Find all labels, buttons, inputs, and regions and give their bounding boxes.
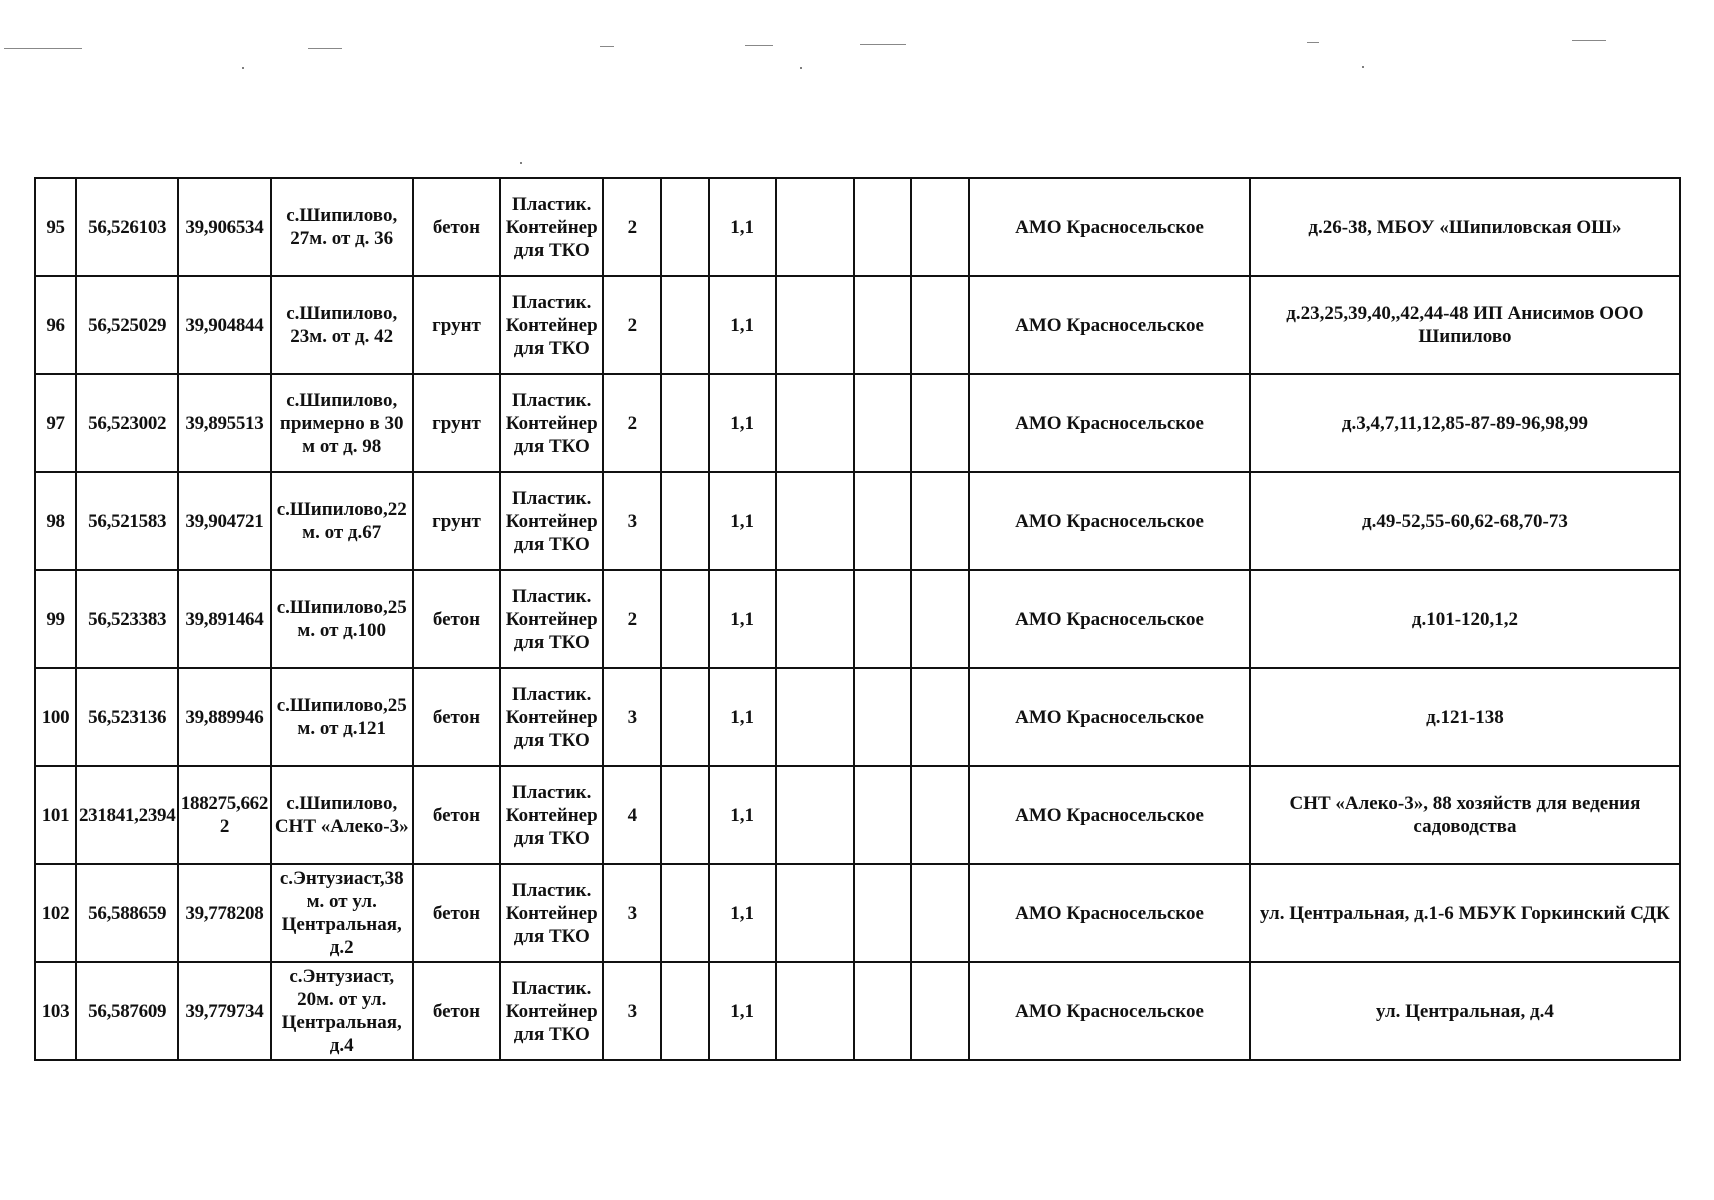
scan-dot bbox=[1362, 66, 1364, 68]
latitude-cell: 56,523136 bbox=[76, 668, 178, 766]
row-number-cell: 102 bbox=[35, 864, 76, 962]
surface-type-cell: бетон bbox=[413, 766, 500, 864]
surface-type-cell: бетон bbox=[413, 864, 500, 962]
container-count-cell: 2 bbox=[603, 570, 661, 668]
container-count-cell: 3 bbox=[603, 864, 661, 962]
empty-cell bbox=[661, 472, 708, 570]
location-cell: с.Шипилово, 23м. от д. 42 bbox=[271, 276, 413, 374]
container-count-cell: 4 bbox=[603, 766, 661, 864]
location-cell: с.Энтузиаст, 20м. от ул. Центральная, д.4 bbox=[271, 962, 413, 1060]
latitude-cell: 56,526103 bbox=[76, 178, 178, 276]
container-volume-cell: 1,1 bbox=[709, 766, 776, 864]
empty-cell bbox=[661, 276, 708, 374]
empty-cell bbox=[661, 766, 708, 864]
scan-mark bbox=[600, 46, 614, 47]
scan-dot bbox=[800, 67, 802, 69]
owner-cell: АМО Красносельское bbox=[969, 570, 1250, 668]
served-objects-cell: д.23,25,39,40,,42,44-48 ИП Анисимов ООО Шипилово bbox=[1250, 276, 1680, 374]
latitude-cell: 56,588659 bbox=[76, 864, 178, 962]
empty-cell bbox=[854, 668, 911, 766]
empty-cell bbox=[661, 178, 708, 276]
longitude-cell: 39,906534 bbox=[178, 178, 270, 276]
container-count-cell: 2 bbox=[603, 178, 661, 276]
empty-cell bbox=[854, 472, 911, 570]
empty-cell bbox=[911, 178, 969, 276]
scan-dot bbox=[242, 67, 244, 69]
owner-cell: АМО Красносельское bbox=[969, 864, 1250, 962]
location-cell: с.Шипилово, 27м. от д. 36 bbox=[271, 178, 413, 276]
table-row bbox=[35, 962, 1680, 1060]
served-objects-cell: д.101-120,1,2 bbox=[1250, 570, 1680, 668]
empty-cell bbox=[776, 962, 854, 1060]
container-type-cell: Пластик. Контейнер для ТКО bbox=[500, 178, 603, 276]
table-row bbox=[35, 472, 1680, 570]
table-body bbox=[35, 178, 1680, 1060]
empty-cell bbox=[911, 276, 969, 374]
scan-mark bbox=[1307, 42, 1319, 43]
empty-cell bbox=[854, 178, 911, 276]
container-type-cell: Пластик. Контейнер для ТКО bbox=[500, 276, 603, 374]
empty-cell bbox=[911, 766, 969, 864]
owner-cell: АМО Красносельское bbox=[969, 962, 1250, 1060]
empty-cell bbox=[911, 374, 969, 472]
waste-sites-table bbox=[34, 177, 1681, 1061]
empty-cell bbox=[911, 864, 969, 962]
empty-cell bbox=[661, 374, 708, 472]
longitude-cell: 39,904844 bbox=[178, 276, 270, 374]
container-count-cell: 2 bbox=[603, 276, 661, 374]
longitude-cell: 39,889946 bbox=[178, 668, 270, 766]
table-row bbox=[35, 766, 1680, 864]
container-type-cell: Пластик. Контейнер для ТКО bbox=[500, 668, 603, 766]
row-number-cell: 99 bbox=[35, 570, 76, 668]
container-volume-cell: 1,1 bbox=[709, 178, 776, 276]
scan-mark bbox=[308, 48, 342, 49]
location-cell: с.Шипилово, примерно в 30 м от д. 98 bbox=[271, 374, 413, 472]
container-volume-cell: 1,1 bbox=[709, 374, 776, 472]
location-cell: с.Шипилово,25 м. от д.121 bbox=[271, 668, 413, 766]
container-type-cell: Пластик. Контейнер для ТКО bbox=[500, 864, 603, 962]
empty-cell bbox=[776, 864, 854, 962]
served-objects-cell: д.49-52,55-60,62-68,70-73 bbox=[1250, 472, 1680, 570]
row-number-cell: 95 bbox=[35, 178, 76, 276]
scan-mark bbox=[1572, 40, 1606, 41]
container-volume-cell: 1,1 bbox=[709, 472, 776, 570]
served-objects-cell: ул. Центральная, д.1-6 МБУК Горкинский СДК bbox=[1250, 864, 1680, 962]
served-objects-cell: ул. Центральная, д.4 bbox=[1250, 962, 1680, 1060]
empty-cell bbox=[776, 668, 854, 766]
empty-cell bbox=[776, 570, 854, 668]
row-number-cell: 97 bbox=[35, 374, 76, 472]
container-volume-cell: 1,1 bbox=[709, 276, 776, 374]
empty-cell bbox=[776, 276, 854, 374]
longitude-cell: 188275,6622 bbox=[178, 766, 270, 864]
row-number-cell: 101 bbox=[35, 766, 76, 864]
scan-mark bbox=[745, 45, 773, 46]
served-objects-cell: СНТ «Алеко-3», 88 хозяйств для ведения садоводства bbox=[1250, 766, 1680, 864]
empty-cell bbox=[854, 864, 911, 962]
surface-type-cell: бетон bbox=[413, 962, 500, 1060]
longitude-cell: 39,778208 bbox=[178, 864, 270, 962]
container-count-cell: 3 bbox=[603, 962, 661, 1060]
container-volume-cell: 1,1 bbox=[709, 864, 776, 962]
container-volume-cell: 1,1 bbox=[709, 668, 776, 766]
owner-cell: АМО Красносельское bbox=[969, 766, 1250, 864]
owner-cell: АМО Красносельское bbox=[969, 178, 1250, 276]
longitude-cell: 39,895513 bbox=[178, 374, 270, 472]
row-number-cell: 98 bbox=[35, 472, 76, 570]
table-row bbox=[35, 668, 1680, 766]
surface-type-cell: бетон bbox=[413, 668, 500, 766]
scan-mark bbox=[4, 48, 82, 49]
empty-cell bbox=[911, 668, 969, 766]
table-row bbox=[35, 178, 1680, 276]
served-objects-cell: д.3,4,7,11,12,85-87-89-96,98,99 bbox=[1250, 374, 1680, 472]
container-type-cell: Пластик. Контейнер для ТКО bbox=[500, 374, 603, 472]
container-volume-cell: 1,1 bbox=[709, 570, 776, 668]
latitude-cell: 56,525029 bbox=[76, 276, 178, 374]
location-cell: с.Шипилово, СНТ «Алеко-3» bbox=[271, 766, 413, 864]
empty-cell bbox=[911, 570, 969, 668]
surface-type-cell: грунт bbox=[413, 276, 500, 374]
longitude-cell: 39,779734 bbox=[178, 962, 270, 1060]
row-number-cell: 103 bbox=[35, 962, 76, 1060]
table-row bbox=[35, 570, 1680, 668]
latitude-cell: 56,521583 bbox=[76, 472, 178, 570]
row-number-cell: 96 bbox=[35, 276, 76, 374]
container-type-cell: Пластик. Контейнер для ТКО bbox=[500, 472, 603, 570]
surface-type-cell: грунт bbox=[413, 472, 500, 570]
location-cell: с.Шипилово,25 м. от д.100 bbox=[271, 570, 413, 668]
scan-artifacts bbox=[0, 0, 1714, 90]
latitude-cell: 56,587609 bbox=[76, 962, 178, 1060]
surface-type-cell: бетон bbox=[413, 570, 500, 668]
empty-cell bbox=[854, 570, 911, 668]
empty-cell bbox=[776, 178, 854, 276]
owner-cell: АМО Красносельское bbox=[969, 276, 1250, 374]
served-objects-cell: д.26-38, МБОУ «Шипиловская ОШ» bbox=[1250, 178, 1680, 276]
container-count-cell: 3 bbox=[603, 472, 661, 570]
latitude-cell: 231841,2394 bbox=[76, 766, 178, 864]
scan-dot bbox=[520, 162, 522, 164]
table-row bbox=[35, 276, 1680, 374]
owner-cell: АМО Красносельское bbox=[969, 472, 1250, 570]
empty-cell bbox=[661, 668, 708, 766]
latitude-cell: 56,523002 bbox=[76, 374, 178, 472]
scan-mark bbox=[860, 44, 906, 45]
container-count-cell: 2 bbox=[603, 374, 661, 472]
empty-cell bbox=[776, 766, 854, 864]
table-row bbox=[35, 374, 1680, 472]
served-objects-cell: д.121-138 bbox=[1250, 668, 1680, 766]
latitude-cell: 56,523383 bbox=[76, 570, 178, 668]
empty-cell bbox=[854, 374, 911, 472]
location-cell: с.Энтузиаст,38 м. от ул. Центральная, д.2 bbox=[271, 864, 413, 962]
empty-cell bbox=[911, 472, 969, 570]
empty-cell bbox=[854, 276, 911, 374]
owner-cell: АМО Красносельское bbox=[969, 668, 1250, 766]
empty-cell bbox=[911, 962, 969, 1060]
surface-type-cell: грунт bbox=[413, 374, 500, 472]
table-row bbox=[35, 864, 1680, 962]
empty-cell bbox=[776, 374, 854, 472]
empty-cell bbox=[776, 472, 854, 570]
longitude-cell: 39,891464 bbox=[178, 570, 270, 668]
empty-cell bbox=[661, 864, 708, 962]
container-volume-cell: 1,1 bbox=[709, 962, 776, 1060]
longitude-cell: 39,904721 bbox=[178, 472, 270, 570]
empty-cell bbox=[661, 962, 708, 1060]
location-cell: с.Шипилово,22 м. от д.67 bbox=[271, 472, 413, 570]
surface-type-cell: бетон bbox=[413, 178, 500, 276]
row-number-cell: 100 bbox=[35, 668, 76, 766]
empty-cell bbox=[854, 766, 911, 864]
owner-cell: АМО Красносельское bbox=[969, 374, 1250, 472]
container-type-cell: Пластик. Контейнер для ТКО bbox=[500, 570, 603, 668]
container-count-cell: 3 bbox=[603, 668, 661, 766]
empty-cell bbox=[661, 570, 708, 668]
container-type-cell: Пластик. Контейнер для ТКО bbox=[500, 766, 603, 864]
empty-cell bbox=[854, 962, 911, 1060]
container-type-cell: Пластик. Контейнер для ТКО bbox=[500, 962, 603, 1060]
